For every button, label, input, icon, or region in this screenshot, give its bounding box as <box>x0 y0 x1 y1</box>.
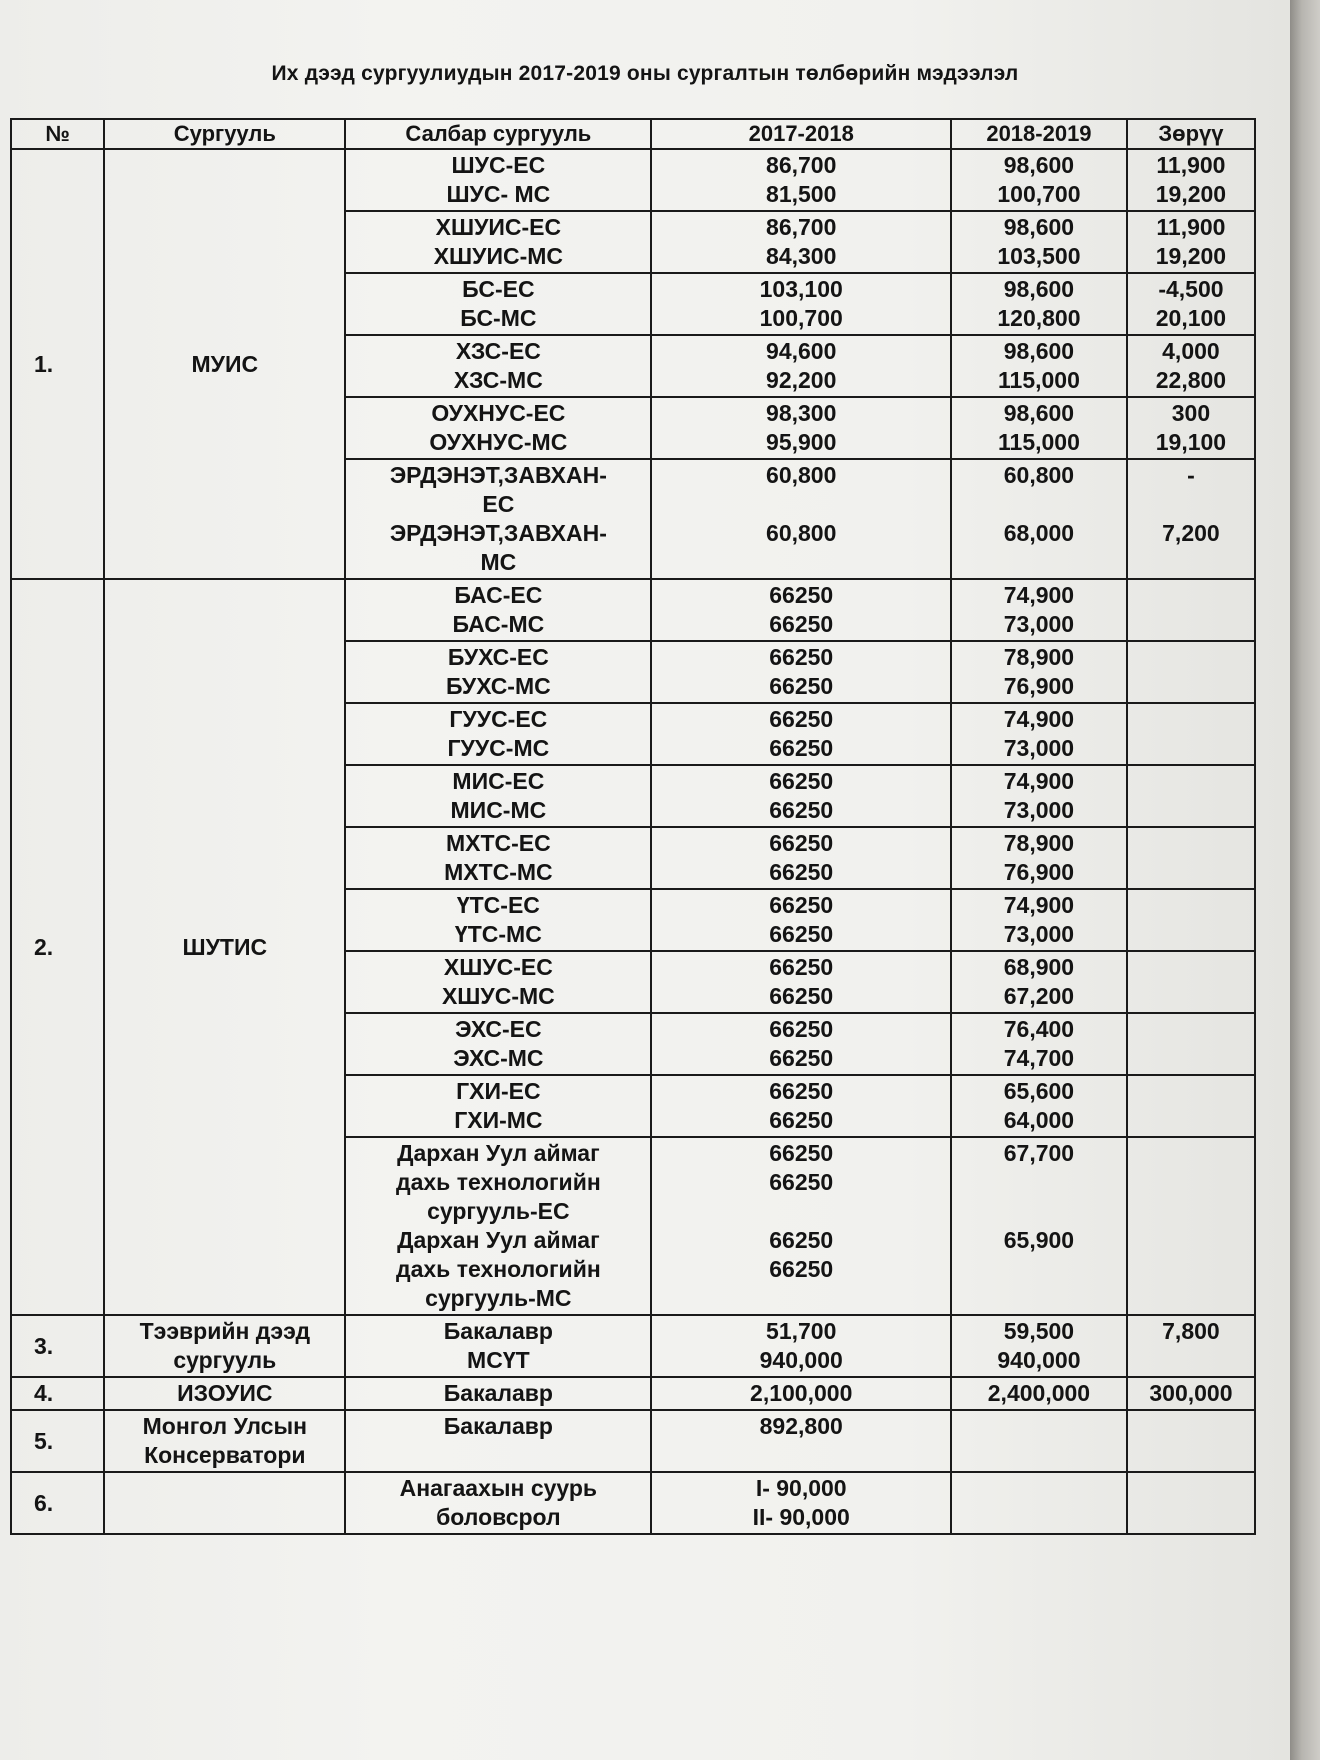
y1-value: 892,800 <box>759 1413 843 1439</box>
diff-value: 20,100 <box>1155 305 1227 331</box>
cell-branch <box>345 1075 651 1137</box>
diff-value <box>1132 1255 1250 1284</box>
cell-y2 <box>951 1075 1127 1137</box>
tuition-fee-table <box>10 118 1256 1535</box>
y2-value: 103,500 <box>997 243 1081 269</box>
y2-value: 67,700 <box>1003 1140 1075 1166</box>
cell-y2 <box>951 765 1127 827</box>
cell-branch <box>345 703 651 765</box>
y1-value: 81,500 <box>766 181 837 207</box>
cell-y2 <box>951 1315 1127 1377</box>
diff-value: 7,800 <box>1162 1318 1220 1344</box>
school-name-line: сургууль <box>173 1347 277 1373</box>
y2-value: 59,500 <box>1003 1318 1075 1344</box>
y1-value: 92,200 <box>766 367 837 393</box>
y2-value: 115,000 <box>998 429 1080 455</box>
table-header-row <box>11 119 1255 149</box>
y2-value: 78,900 <box>1003 830 1075 856</box>
y2-value <box>956 1284 1122 1313</box>
school-name-line <box>109 1489 340 1518</box>
y1-value: 103,100 <box>759 276 843 302</box>
branch-value: БАС-МС <box>452 611 545 637</box>
branch-value: ОУХНУС-МС <box>429 429 568 455</box>
y2-value: 98,600 <box>1003 152 1075 178</box>
branch-value: ШУС- МС <box>446 181 551 207</box>
branch-value: МИС-ЕС <box>452 768 545 794</box>
cell-diff <box>1127 579 1255 641</box>
diff-value <box>1132 891 1250 920</box>
y2-value: 64,000 <box>1003 1107 1075 1133</box>
y2-value <box>956 548 1122 577</box>
cell-y2 <box>951 211 1127 273</box>
branch-value: ГУУС-ЕС <box>449 706 548 732</box>
cell-y1 <box>651 1410 951 1472</box>
cell-y1 <box>651 335 951 397</box>
y2-value: 98,600 <box>1003 338 1075 364</box>
school-name <box>104 1377 345 1410</box>
branch-value: ХШУИС-МС <box>433 243 564 269</box>
cell-y1 <box>651 703 951 765</box>
branch-value: МСҮТ <box>467 1347 530 1373</box>
school-number: 6. <box>11 1472 104 1534</box>
y1-value: 66250 <box>769 673 834 699</box>
cell-y2 <box>951 641 1127 703</box>
diff-value: 22,800 <box>1155 367 1227 393</box>
y2-value: 73,000 <box>1003 921 1075 947</box>
table-row <box>11 579 1255 641</box>
cell-y1 <box>651 459 951 579</box>
cell-branch <box>345 211 651 273</box>
cell-diff <box>1127 1137 1255 1315</box>
cell-branch <box>345 827 651 889</box>
y1-value: 66250 <box>769 768 834 794</box>
branch-value: ХШУС-ЕС <box>443 954 553 980</box>
y1-value: 66250 <box>769 1227 834 1253</box>
diff-value <box>1132 829 1250 858</box>
school-name-line: Тээврийн дээд <box>139 1318 311 1344</box>
diff-value <box>1132 1077 1250 1106</box>
diff-value: - <box>1187 462 1195 488</box>
header-difference: Зөрүү <box>1127 119 1255 149</box>
cell-y2 <box>951 397 1127 459</box>
cell-branch <box>345 1013 651 1075</box>
cell-y1 <box>651 1013 951 1075</box>
branch-value: МИС-МС <box>450 797 547 823</box>
y1-value: 94,600 <box>766 338 837 364</box>
y2-value: 76,900 <box>1003 859 1075 885</box>
y2-value: 73,000 <box>1003 735 1075 761</box>
cell-diff <box>1127 397 1255 459</box>
y2-value: 78,900 <box>1003 644 1075 670</box>
diff-value: 300,000 <box>1149 1380 1233 1406</box>
diff-value <box>1132 490 1250 519</box>
y1-value: 940,000 <box>759 1347 843 1373</box>
y1-value: 66250 <box>769 611 834 637</box>
school-name <box>104 1472 345 1534</box>
y1-value: 66250 <box>769 1107 834 1133</box>
diff-value <box>1132 796 1250 825</box>
y1-value: 66250 <box>769 1169 834 1195</box>
branch-value: Бакалавр <box>443 1413 553 1439</box>
cell-y2 <box>951 459 1127 579</box>
branch-value: МХТС-МС <box>444 859 553 885</box>
table-row <box>11 1410 1255 1472</box>
y1-value <box>656 1284 946 1313</box>
header-branch: Салбар сургууль <box>345 119 651 149</box>
branch-value: ШУС-ЕС <box>451 152 546 178</box>
y1-value: 84,300 <box>766 243 837 269</box>
cell-y2 <box>951 335 1127 397</box>
y2-value: 67,200 <box>1003 983 1075 1009</box>
cell-diff <box>1127 951 1255 1013</box>
cell-y1 <box>651 1472 951 1534</box>
y2-value: 73,000 <box>1003 797 1075 823</box>
cell-diff <box>1127 149 1255 211</box>
cell-diff <box>1127 703 1255 765</box>
branch-value: Бакалавр <box>443 1380 553 1406</box>
y1-value <box>656 1197 946 1226</box>
school-number: 3. <box>11 1315 104 1377</box>
branch-value: БУХС-МС <box>445 673 551 699</box>
y2-value: 68,000 <box>1003 520 1075 546</box>
y1-value: II- 90,000 <box>752 1504 850 1530</box>
y2-value: 76,900 <box>1003 673 1075 699</box>
cell-y2 <box>951 1137 1127 1315</box>
y1-value: 66250 <box>769 706 834 732</box>
y2-value <box>956 1168 1122 1197</box>
cell-y2 <box>951 149 1127 211</box>
y1-value: 66250 <box>769 1078 834 1104</box>
branch-value: Дархан Уул аймаг <box>397 1227 600 1253</box>
y2-value <box>956 1412 1122 1441</box>
y1-value: 2,100,000 <box>750 1380 853 1406</box>
table-row <box>11 1315 1255 1377</box>
cell-y2 <box>951 1013 1127 1075</box>
branch-value: ЭХС-МС <box>453 1045 544 1071</box>
diff-value <box>1132 1044 1250 1073</box>
branch-value: Дархан Уул аймаг <box>397 1140 600 1166</box>
cell-y1 <box>651 1075 951 1137</box>
cell-y1 <box>651 273 951 335</box>
cell-diff <box>1127 1315 1255 1377</box>
branch-value: сургууль-ЕС <box>427 1198 570 1224</box>
y1-value: I- 90,000 <box>755 1475 847 1501</box>
y2-value: 120,800 <box>997 305 1081 331</box>
y2-value: 74,900 <box>1003 892 1075 918</box>
y2-value <box>956 490 1122 519</box>
school-name-line: ИЗОУИС <box>177 1380 273 1406</box>
diff-value <box>1132 1346 1250 1375</box>
y1-value: 66250 <box>769 830 834 856</box>
y1-value: 66250 <box>769 797 834 823</box>
diff-value <box>1132 1226 1250 1255</box>
diff-value <box>1132 982 1250 1011</box>
y1-value: 66250 <box>769 644 834 670</box>
y1-value: 66250 <box>769 921 834 947</box>
diff-value <box>1132 953 1250 982</box>
table-body <box>11 149 1255 1534</box>
branch-value: ГХИ-ЕС <box>456 1078 541 1104</box>
branch-value: ЭХС-ЕС <box>455 1016 542 1042</box>
diff-value: 11,900 <box>1156 152 1226 178</box>
diff-value <box>1132 1106 1250 1135</box>
branch-value: ХШУС-МС <box>441 983 555 1009</box>
cell-y1 <box>651 827 951 889</box>
table-row <box>11 1377 1255 1410</box>
cell-branch <box>345 1315 651 1377</box>
cell-diff <box>1127 211 1255 273</box>
cell-branch <box>345 273 651 335</box>
school-name <box>104 1410 345 1472</box>
y2-value <box>956 1197 1122 1226</box>
y2-value: 2,400,000 <box>987 1380 1091 1406</box>
y1-value: 66250 <box>769 1045 834 1071</box>
diff-value: 19,100 <box>1155 429 1227 455</box>
y2-value: 60,800 <box>1003 462 1075 488</box>
cell-diff <box>1127 1472 1255 1534</box>
branch-value: ХШУИС-ЕС <box>435 214 562 240</box>
y2-value: 74,900 <box>1003 706 1075 732</box>
branch-value: ЭРДЭНЭТ,ЗАВХАН- <box>389 520 607 546</box>
y1-value <box>656 490 946 519</box>
y2-value: 74,900 <box>1003 582 1075 608</box>
diff-value <box>1132 705 1250 734</box>
school-number: 5. <box>11 1410 104 1472</box>
cell-branch <box>345 579 651 641</box>
branch-value: дахь технологийн <box>396 1256 601 1282</box>
y1-value: 86,700 <box>766 152 837 178</box>
header-school: Сургууль <box>104 119 345 149</box>
y1-value: 66250 <box>769 859 834 885</box>
diff-value: 19,200 <box>1155 181 1227 207</box>
y1-value: 98,300 <box>766 400 837 426</box>
school-name: МУИС <box>104 149 345 579</box>
school-number: 2. <box>11 579 104 1315</box>
y1-value: 66250 <box>769 954 834 980</box>
school-name-line: Консерватори <box>144 1442 306 1468</box>
diff-value <box>1132 610 1250 639</box>
school-name-line: Монгол Улсын <box>142 1413 307 1439</box>
cell-y2 <box>951 827 1127 889</box>
cell-y2 <box>951 1410 1127 1472</box>
cell-diff <box>1127 459 1255 579</box>
school-name: ШУТИС <box>104 579 345 1315</box>
cell-branch <box>345 1137 651 1315</box>
cell-diff <box>1127 641 1255 703</box>
cell-y1 <box>651 1137 951 1315</box>
diff-value <box>1132 920 1250 949</box>
y2-value: 65,900 <box>1003 1227 1075 1253</box>
branch-value: МХТС-ЕС <box>445 830 551 856</box>
diff-value: -4,500 <box>1158 276 1224 302</box>
diff-value <box>1132 1168 1250 1197</box>
y1-value: 66250 <box>769 735 834 761</box>
y1-value: 66250 <box>769 582 834 608</box>
cell-y1 <box>651 397 951 459</box>
diff-value <box>1132 643 1250 672</box>
cell-y1 <box>651 765 951 827</box>
cell-diff <box>1127 827 1255 889</box>
diff-value: 19,200 <box>1155 243 1227 269</box>
cell-branch <box>345 459 651 579</box>
y2-value <box>956 1255 1122 1284</box>
branch-value: ХЗС-ЕС <box>455 338 541 364</box>
branch-value: ГХИ-МС <box>454 1107 543 1133</box>
cell-diff <box>1127 1075 1255 1137</box>
branch-value: ГУУС-МС <box>447 735 550 761</box>
diff-value: 11,900 <box>1156 214 1226 240</box>
branch-value: ҮТС-ЕС <box>456 892 540 918</box>
cell-diff <box>1127 1013 1255 1075</box>
diff-value: 300 <box>1171 400 1211 426</box>
y2-value: 74,900 <box>1003 768 1075 794</box>
y2-value: 74,700 <box>1003 1045 1075 1071</box>
y2-value: 98,600 <box>1003 276 1075 302</box>
branch-value: БС-ЕС <box>462 276 535 302</box>
header-2018-2019: 2018-2019 <box>951 119 1127 149</box>
y2-value: 115,000 <box>998 367 1080 393</box>
cell-branch <box>345 335 651 397</box>
diff-value: 4,000 <box>1162 338 1220 364</box>
diff-value <box>1132 1197 1250 1226</box>
cell-y2 <box>951 703 1127 765</box>
cell-y2 <box>951 1377 1127 1410</box>
y1-value: 86,700 <box>766 214 837 240</box>
branch-value: ҮТС-МС <box>454 921 542 947</box>
branch-value: БС-МС <box>460 305 537 331</box>
cell-y1 <box>651 1377 951 1410</box>
school-name <box>104 1315 345 1377</box>
y1-value: 51,700 <box>766 1318 837 1344</box>
cell-y1 <box>651 889 951 951</box>
cell-branch <box>345 641 651 703</box>
cell-branch <box>345 149 651 211</box>
y2-value <box>956 1474 1122 1503</box>
diff-value <box>1132 1015 1250 1044</box>
branch-value: сургууль-МС <box>425 1285 572 1311</box>
branch-value: Бакалавр <box>443 1318 553 1344</box>
diff-value <box>1132 734 1250 763</box>
diff-value <box>1132 858 1250 887</box>
branch-value: БУХС-ЕС <box>447 644 549 670</box>
cell-y1 <box>651 1315 951 1377</box>
branch-value: Анагаахын суурь <box>399 1475 598 1501</box>
y2-value: 76,400 <box>1003 1016 1075 1042</box>
y1-value: 66250 <box>769 892 834 918</box>
diff-value <box>1132 672 1250 701</box>
diff-value <box>1132 1474 1250 1503</box>
branch-value: дахь технологийн <box>396 1169 601 1195</box>
cell-branch <box>345 1377 651 1410</box>
y2-value: 100,700 <box>997 181 1081 207</box>
cell-branch <box>345 1472 651 1534</box>
branch-value: ЭРДЭНЭТ,ЗАВХАН- <box>389 462 607 488</box>
diff-value <box>1132 1139 1250 1168</box>
cell-y1 <box>651 211 951 273</box>
cell-diff <box>1127 765 1255 827</box>
branch-value: МС <box>480 549 517 575</box>
y1-value: 66250 <box>769 1256 834 1282</box>
y1-value: 60,800 <box>766 462 837 488</box>
header-number: № <box>11 119 104 149</box>
y2-value: 65,600 <box>1003 1078 1075 1104</box>
cell-diff <box>1127 889 1255 951</box>
cell-y1 <box>651 641 951 703</box>
y1-value <box>656 548 946 577</box>
diff-value <box>1132 1412 1250 1441</box>
paper-shadow-edge <box>1290 0 1320 1760</box>
cell-y2 <box>951 951 1127 1013</box>
cell-branch <box>345 765 651 827</box>
y1-value: 100,700 <box>759 305 843 331</box>
cell-diff <box>1127 273 1255 335</box>
cell-diff <box>1127 1410 1255 1472</box>
cell-branch <box>345 1410 651 1472</box>
diff-value <box>1132 767 1250 796</box>
cell-branch <box>345 889 651 951</box>
table-row <box>11 1472 1255 1534</box>
y2-value: 68,900 <box>1003 954 1075 980</box>
y2-value: 98,600 <box>1003 400 1075 426</box>
branch-value: боловсрол <box>436 1504 561 1530</box>
cell-y2 <box>951 1472 1127 1534</box>
cell-y2 <box>951 273 1127 335</box>
branch-value: ОУХНУС-ЕС <box>431 400 566 426</box>
document-title: Их дээд сургуулиудын 2017-2019 оны сургалтын төлбөрийн мэдээлэл <box>271 62 1019 85</box>
cell-diff <box>1127 335 1255 397</box>
diff-value <box>1132 548 1250 577</box>
branch-value: ЕС <box>482 491 515 517</box>
y2-value: 73,000 <box>1003 611 1075 637</box>
cell-branch <box>345 397 651 459</box>
school-number: 1. <box>11 149 104 579</box>
cell-y2 <box>951 889 1127 951</box>
header-2017-2018: 2017-2018 <box>651 119 951 149</box>
y1-value: 95,900 <box>766 429 837 455</box>
branch-value: БАС-ЕС <box>454 582 543 608</box>
branch-value: ХЗС-МС <box>453 367 543 393</box>
y1-value: 60,800 <box>766 520 837 546</box>
diff-value: 7,200 <box>1162 520 1220 546</box>
cell-diff <box>1127 1377 1255 1410</box>
cell-y1 <box>651 579 951 641</box>
y2-value: 98,600 <box>1003 214 1075 240</box>
diff-value <box>1132 581 1250 610</box>
cell-y2 <box>951 579 1127 641</box>
cell-y1 <box>651 951 951 1013</box>
y1-value: 66250 <box>769 1016 834 1042</box>
school-number: 4. <box>11 1377 104 1410</box>
table-row <box>11 149 1255 211</box>
y1-value: 66250 <box>769 1140 834 1166</box>
cell-branch <box>345 951 651 1013</box>
diff-value <box>1132 1284 1250 1313</box>
y2-value: 940,000 <box>997 1347 1081 1373</box>
y1-value: 66250 <box>769 983 834 1009</box>
cell-y1 <box>651 149 951 211</box>
